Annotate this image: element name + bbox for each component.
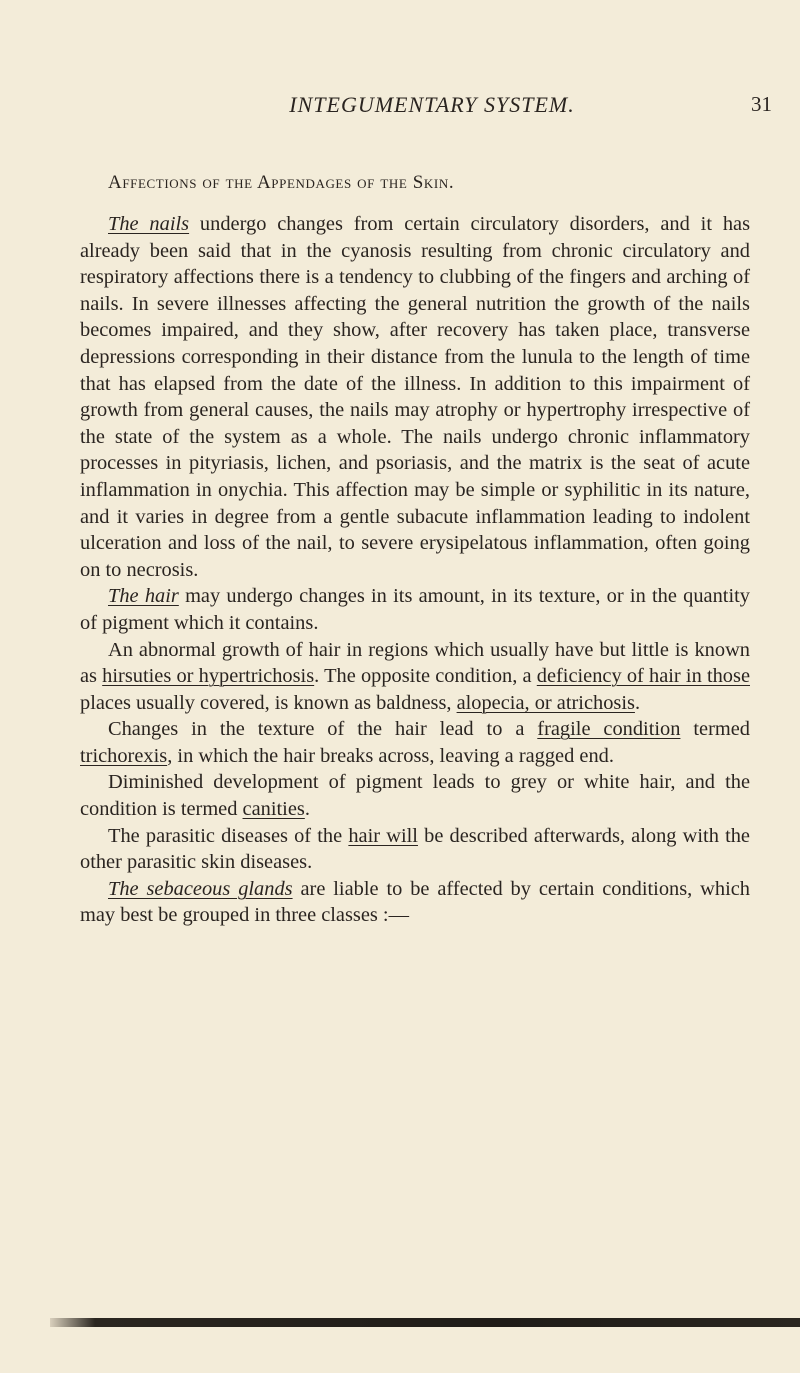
paragraph-text: be described afterwards, along with the other parasitic skin diseases. xyxy=(80,824,750,874)
paragraph-text: places usually covered, is known as baldness, xyxy=(80,691,457,714)
page-number: 31 xyxy=(751,92,772,116)
paragraph-text: Diminished development of pigment leads to grey or white hair, and the condition is termed xyxy=(80,771,750,821)
term-sebaceous-glands: The sebaceous glands xyxy=(108,877,293,900)
paragraph-sebaceous xyxy=(80,876,750,929)
paragraph-text: , in which the hair breaks across, leaving a ragged end. xyxy=(167,744,614,767)
marked-phrase-deficiency: deficiency of hair in those xyxy=(536,665,750,688)
paragraph-text: An abnormal growth of hair in regions which usually have but little is known as xyxy=(80,638,750,688)
term-nails: The nails xyxy=(108,213,190,235)
marked-phrase-fragile: fragile condition xyxy=(537,718,681,741)
paragraph-hirsuties xyxy=(80,637,750,717)
body-text xyxy=(80,211,750,929)
page-edge-shadow xyxy=(50,1318,800,1327)
paragraph-text: are liable to be affected by certain conditions, which may best be grouped in three classes :— xyxy=(80,877,750,927)
paragraph-text: termed xyxy=(680,718,750,741)
paragraph-nails xyxy=(80,211,750,583)
paragraph-text: . xyxy=(304,798,310,821)
section-heading: Affections of the Appendages of the Skin. xyxy=(108,172,455,193)
paragraph-parasitic xyxy=(80,823,750,876)
paragraph-text: Changes in the texture of the hair lead to a xyxy=(108,718,538,741)
marked-term-hirsuties: hirsuties or hypertrichosis xyxy=(102,665,315,688)
marked-term-trichorexis: trichorexis xyxy=(80,744,168,767)
marked-term-alopecia: alopecia, or atrichosis xyxy=(456,691,635,714)
running-head xyxy=(92,92,772,122)
paragraph-text: undergo changes from certain circulatory disorders, and it has already been said that in the cyanosis resulting from chronic circulatory and respiratory affections there is a tendency to clubbing of the fingers and arching of nails. In severe illnesses affecting the general nutrition the growth of the nails becomes impaired, and they show, after recovery has taken place, transverse depressions corresponding in their distance from the lunula to the length of time that has elapsed from the date of the illness. In addition to this impairment of growth from general causes, the nails may atrophy or hypertrophy irrespective of the state of the system as a whole. The nails undergo chronic inflammatory processes in pityriasis, lichen, and psoriasis, and the matrix is the seat of acute inflammation in onychia. This affection may be simple or syphilitic in its nature, and it varies in degree from a gentle subacute inflammation leading to indolent ulceration and loss of the nail, to severe erysipelatous inflammation, often going on to necrosis. xyxy=(80,213,751,581)
running-title: INTEGUMENTARY SYSTEM. xyxy=(289,92,575,117)
marked-phrase-hair-will: hair will xyxy=(348,824,418,847)
term-hair: The hair xyxy=(108,585,179,608)
paragraph-text: may undergo changes in its amount, in its texture, or in the quantity of pigment which it contains. xyxy=(80,585,750,634)
paragraph-hair xyxy=(80,583,750,636)
paragraph-canities xyxy=(80,769,750,822)
paragraph-trichorexis xyxy=(80,716,750,769)
marked-term-canities: canities xyxy=(242,798,305,821)
paragraph-text: . The opposite condition, a xyxy=(314,665,537,688)
paragraph-text: . xyxy=(634,691,641,714)
paragraph-text: The parasitic diseases of the xyxy=(108,824,349,847)
